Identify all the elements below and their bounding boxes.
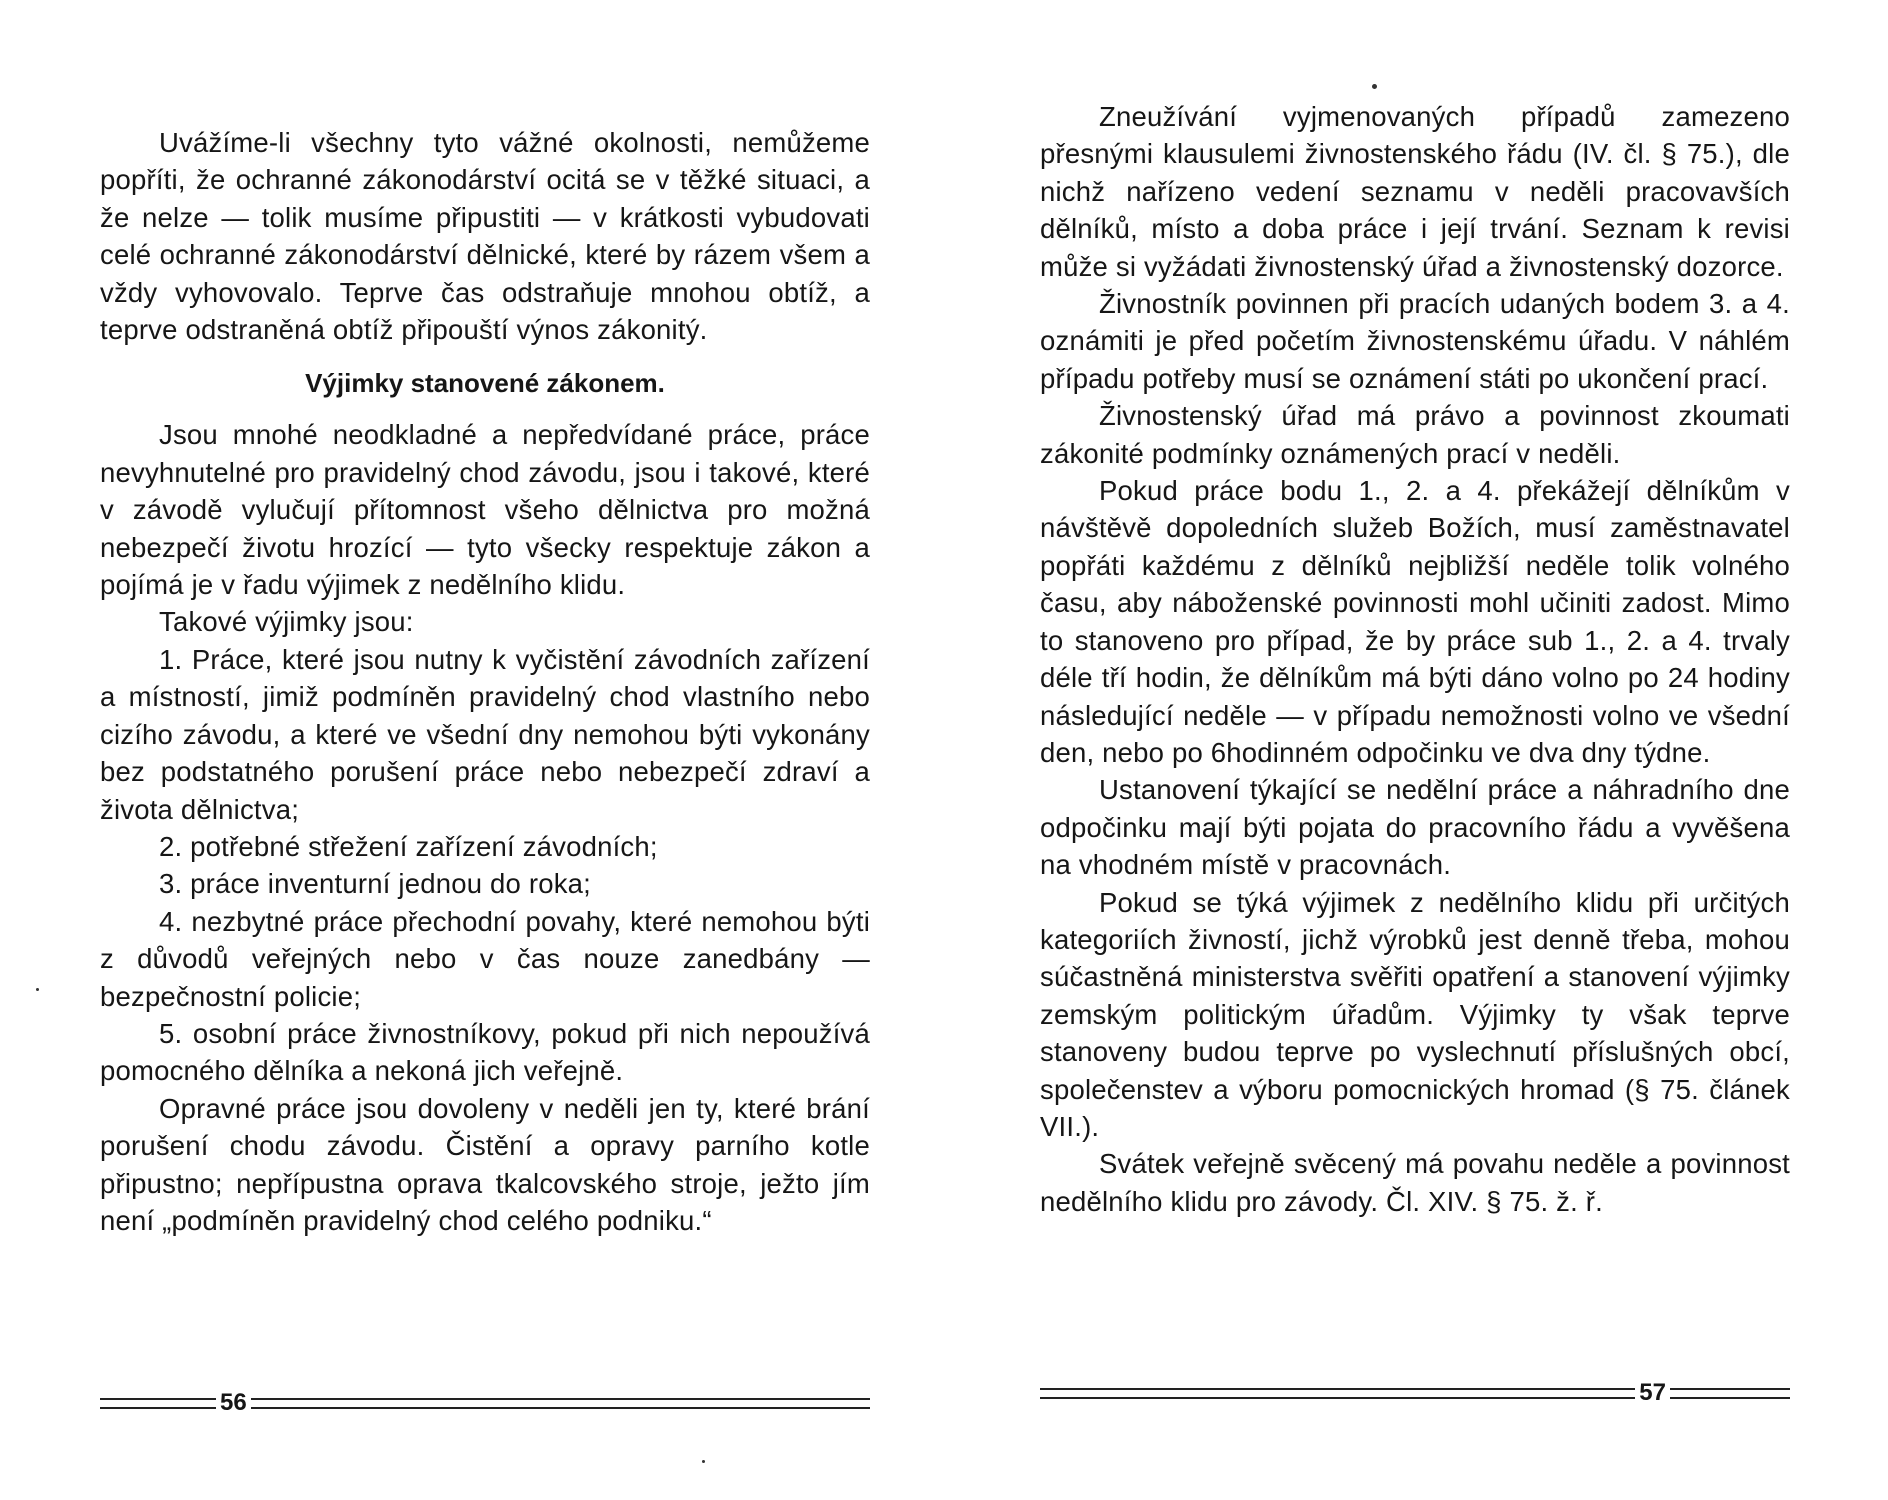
paragraph: Uvážíme-li všechny tyto vážné okolnosti, nemůžeme popříti, že ochranné zákonodárství ocitá se v těžké situaci, a že nelze — tolik musíme připustiti — v krátkosti vybudovati celé ochranné zákonodárství dělnické, které by rázem všem a vždy vyhovovalo. Teprve čas odstraňuje mnohou obtíž, a teprve odstraněná obtíž připouští výnos zákonitý. <box>100 127 870 346</box>
left-page-text <box>100 124 870 1239</box>
list-item: 3. práce inventurní jednou do roka; <box>159 868 592 900</box>
left-page <box>100 0 870 1500</box>
paragraph: Takové výjimky jsou: <box>159 606 414 638</box>
right-page <box>1040 0 1790 1500</box>
list-item: 4. nezbytné práce přechodní povahy, které nemohou býti z důvodů veřejných nebo v čas nouze zanedbány — bezpečnostní policie; <box>100 905 870 1012</box>
section-heading: Výjimky stanovené zákonem. <box>305 368 665 399</box>
page-footer <box>1040 1378 1790 1408</box>
paragraph: Svátek veřejně svěcený má povahu neděle a povinnost nedělního klidu pro závody. Čl. XIV. § 75. ž. ř. <box>1040 1148 1790 1217</box>
list-item: 1. Práce, které jsou nutny k vyčistění závodních zařízení a místností, jimiž podmíněn pravidelný chod vlastního nebo cizího závodu, a které ve všední dny nemohou býti vykonány bez podstatného porušení práce nebo nebezpečí zdraví a života dělnictva; <box>100 643 870 825</box>
footer-rule <box>1040 1388 1635 1399</box>
footer-rule <box>251 1398 870 1409</box>
paragraph: Opravné práce jsou dovoleny v neděli jen ty, které brání porušení chodu závodu. Čistění a opravy parního kotle připustno; nepřípustna oprava tkalcovského stroje, ježto jím není „podmíněn pravidelný chod celého podniku.“ <box>100 1092 870 1236</box>
paragraph: Zneužívání vyjmenovaných případů zamezeno přesnými klausulemi živnostenského řádu (IV. čl. § 75.), dle nichž nařízeno vedení seznamu v neděli pracovavších dělníků, místo a doba práce i její trvání. Seznam k revisi může si vyžádati živnostenský úřad a živnostenský dozorce. <box>1040 101 1790 282</box>
paragraph: Jsou mnohé neodkladné a nepředvídané práce, práce nevyhnutelné pro pravidelný chod závodu, jsou i takové, které v závodě vylučují přítomnost všeho dělnictva pro možná nebezpečí životu hrozící — tyto všecky respektuje zákon a pojímá je v řadu výjimek z nedělního klidu. <box>100 419 870 601</box>
paragraph: Pokud se týká výjimek z nedělního klidu při určitých kategoriích živností, jichž výrobků jest denně třeba, mohou súčastněná ministerstva svěřiti opatření a stanovení výjimky zemským politickým úřadům. Výjimky ty však teprve stanoveny budou teprve po vyslechnutí příslušných obcí, společenstev a výboru pomocnických hromad (§ 75. článek VII.). <box>1040 886 1790 1142</box>
paragraph: Živnostník povinnen při pracích udaných bodem 3. a 4. oznámiti je před početím živnostenskému úřadu. V náhlém případu potřeby musí se oznámení státi po ukončení prací. <box>1040 288 1790 394</box>
footer-rule <box>100 1398 216 1409</box>
footer-rule <box>1670 1388 1790 1399</box>
print-speck <box>1372 84 1377 89</box>
right-page-text <box>1040 98 1790 1220</box>
print-speck <box>36 988 39 991</box>
page-number: 57 <box>1639 1379 1666 1406</box>
print-speck <box>702 1460 705 1463</box>
paragraph: Pokud práce bodu 1., 2. a 4. překážejí dělníkům v návštěvě dopoledních služeb Božích, musí zaměstnavatel popřáti každému z dělníků nejbližší neděle tolik volného času, aby náboženské povinnosti mohl učiniti zadost. Mimo to stanoveno pro případ, že by práce sub 1., 2. a 4. trvaly déle tří hodin, že dělníkům má býti dáno volno po 24 hodiny následující neděle — v případu nemožnosti volno ve všední den, nebo po 6hodinném odpočinku ve dva dny týdne. <box>1040 475 1790 768</box>
list-item: 5. osobní práce živnostníkovy, pokud při nich nepoužívá pomocného dělníka a nekoná jich veřejně. <box>100 1017 870 1087</box>
page-footer <box>100 1388 870 1418</box>
list-item: 2. potřebné střežení zařízení závodních; <box>159 830 658 862</box>
page-number: 56 <box>220 1389 247 1416</box>
paragraph: Ustanovení týkající se nedělní práce a náhradního dne odpočinku mají býti pojata do pracovního řádu a vyvěšena na vhodném místě v pracovnách. <box>1040 774 1790 881</box>
paragraph: Živnostenský úřad má právo a povinnost zkoumati zákonité podmínky oznámených prací v neděli. <box>1040 400 1790 469</box>
